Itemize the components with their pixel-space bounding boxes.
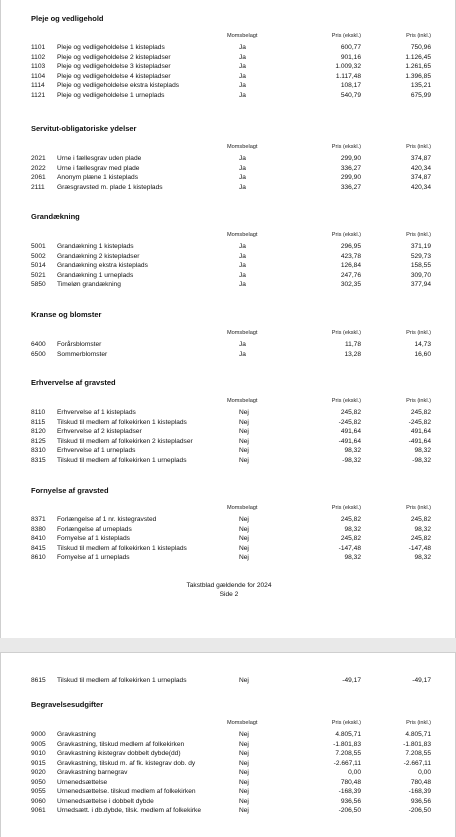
vat-flag: Ja bbox=[239, 155, 246, 162]
table-row bbox=[1, 788, 456, 797]
price-incl: 98,32 bbox=[414, 525, 431, 533]
item-code: 5001 bbox=[31, 243, 46, 250]
item-code: 9005 bbox=[31, 740, 46, 748]
price-excl-header: Pris (ekskl.) bbox=[331, 232, 361, 238]
table-row bbox=[1, 545, 456, 554]
item-code: 1104 bbox=[31, 72, 46, 80]
price-excl: 491,64 bbox=[340, 428, 361, 435]
table-row bbox=[1, 750, 456, 759]
item-name: Gravkastning bbox=[57, 731, 96, 738]
price-excl: 1.009,32 bbox=[335, 63, 361, 70]
price-incl: 936,56 bbox=[410, 797, 431, 805]
vat-flag: Nej bbox=[239, 525, 249, 533]
item-code: 8380 bbox=[31, 525, 46, 533]
item-code: 8415 bbox=[31, 544, 46, 552]
price-excl-header: Pris (ekskl.) bbox=[331, 505, 361, 511]
item-name: Fornyelse af 1 urneplads bbox=[57, 554, 130, 561]
vat-flag: Ja bbox=[239, 350, 246, 358]
document-page-2 bbox=[0, 652, 456, 837]
item-name: Græsgravsted m. plade 1 kisteplads bbox=[57, 183, 163, 191]
item-name: Grandækning 1 kisteplads bbox=[57, 243, 134, 250]
price-incl-header: Pris (inkl.) bbox=[406, 720, 431, 726]
price-excl: 245,82 bbox=[340, 409, 361, 416]
table-row bbox=[1, 54, 456, 63]
price-excl: 98,32 bbox=[344, 447, 361, 454]
section-title: Servitut-obligatoriske ydelser bbox=[31, 124, 137, 133]
price-excl-header: Pris (ekskl.) bbox=[331, 330, 361, 336]
section-title: Grandækning bbox=[31, 212, 80, 221]
item-name: Gravkastning, tilskud m. af fk. kistegrav dob. dy bbox=[57, 759, 196, 767]
vat-flag: Nej bbox=[239, 807, 249, 814]
table-row bbox=[1, 457, 456, 466]
vat-flag: Nej bbox=[239, 428, 249, 435]
table-row bbox=[1, 419, 456, 428]
footer-title: Takstblad gældende for 2024 bbox=[186, 582, 272, 589]
vat-flag: Nej bbox=[239, 554, 249, 561]
item-code: 5850 bbox=[31, 281, 46, 288]
table-row bbox=[1, 731, 456, 740]
vat-flag: Nej bbox=[239, 437, 249, 445]
table-row bbox=[1, 262, 456, 271]
price-incl: 245,82 bbox=[410, 535, 431, 542]
section-title: Erhvervelse af gravsted bbox=[31, 378, 116, 387]
item-code: 8125 bbox=[31, 437, 46, 445]
item-name: Forårsblomster bbox=[57, 341, 102, 348]
price-incl-header: Pris (inkl.) bbox=[406, 505, 431, 511]
price-excl: -98,32 bbox=[342, 456, 361, 464]
price-excl: 245,82 bbox=[340, 535, 361, 542]
price-incl: -168,39 bbox=[408, 788, 431, 795]
item-code: 8110 bbox=[31, 409, 46, 416]
item-name: Tilskud til medlem af folkekirken 1 urneplads bbox=[57, 677, 187, 684]
item-code: 9020 bbox=[31, 769, 46, 776]
vat-flag: Nej bbox=[239, 769, 249, 776]
vat-flag: Ja bbox=[239, 252, 246, 260]
item-name: Grandækning 1 urneplads bbox=[57, 271, 134, 279]
item-name: Urnenedsættelse bbox=[57, 778, 108, 786]
price-incl: 135,21 bbox=[410, 82, 431, 89]
price-incl: 1.396,85 bbox=[405, 72, 431, 80]
price-incl: 1.261,65 bbox=[405, 63, 431, 70]
table-row bbox=[1, 165, 456, 174]
price-excl: -1.801,83 bbox=[333, 740, 361, 748]
price-excl: -49,17 bbox=[342, 677, 361, 684]
item-name: Pleje og vedligeholdelse 1 kisteplads bbox=[57, 44, 165, 51]
price-excl: -168,39 bbox=[338, 788, 361, 795]
vat-flag: Nej bbox=[239, 797, 249, 805]
item-code: 8410 bbox=[31, 535, 46, 542]
table-row bbox=[1, 677, 456, 686]
vat-flag: Ja bbox=[239, 341, 246, 348]
price-incl: 529,73 bbox=[410, 252, 431, 260]
vat-flag: Ja bbox=[239, 44, 246, 51]
price-excl: 901,16 bbox=[340, 53, 361, 61]
vat-flag: Nej bbox=[239, 750, 249, 757]
table-row bbox=[1, 281, 456, 290]
item-code: 8615 bbox=[31, 677, 46, 684]
vat-column-header: Momsbelagt bbox=[227, 505, 258, 511]
vat-flag: Nej bbox=[239, 447, 249, 454]
vat-flag: Ja bbox=[239, 72, 246, 80]
item-code: 6400 bbox=[31, 341, 46, 348]
price-incl: -147,48 bbox=[408, 544, 431, 552]
vat-flag: Nej bbox=[239, 456, 249, 464]
price-incl-header: Pris (inkl.) bbox=[406, 330, 431, 336]
item-name: Sommerblomster bbox=[57, 350, 108, 358]
price-excl: 336,27 bbox=[340, 183, 361, 191]
page-number: Side 2 bbox=[219, 590, 239, 598]
table-row bbox=[1, 243, 456, 252]
price-incl: -206,50 bbox=[408, 807, 431, 814]
price-incl: 245,82 bbox=[410, 516, 431, 523]
item-code: 9060 bbox=[31, 797, 46, 805]
vat-flag: Nej bbox=[239, 740, 249, 748]
price-excl: 245,82 bbox=[340, 516, 361, 523]
table-row bbox=[1, 779, 456, 788]
vat-flag: Nej bbox=[239, 778, 249, 786]
item-code: 5002 bbox=[31, 252, 46, 260]
price-incl-header: Pris (inkl.) bbox=[406, 144, 431, 150]
vat-flag: Nej bbox=[239, 677, 249, 684]
table-row bbox=[1, 92, 456, 101]
price-excl: 11,78 bbox=[344, 341, 361, 348]
vat-column-header: Momsbelagt bbox=[227, 330, 258, 336]
vat-flag: Nej bbox=[239, 409, 249, 416]
vat-flag: Nej bbox=[239, 535, 249, 542]
item-name: Erhvervelse af 1 kisteplads bbox=[57, 409, 136, 416]
table-row bbox=[1, 184, 456, 193]
price-excl: 7.208,55 bbox=[335, 750, 361, 757]
item-name: Grandækning ekstra kisteplads bbox=[57, 262, 148, 269]
price-incl: 158,55 bbox=[410, 262, 431, 269]
price-excl-header: Pris (ekskl.) bbox=[331, 144, 361, 150]
item-code: 8371 bbox=[31, 516, 46, 523]
item-name: Urne i fællesgrav uden plade bbox=[57, 155, 142, 162]
table-row bbox=[1, 351, 456, 360]
item-code: 5021 bbox=[31, 271, 46, 279]
section-title: Fornyelse af gravsted bbox=[31, 486, 109, 495]
table-row bbox=[1, 516, 456, 525]
price-excl: -147,48 bbox=[338, 544, 361, 552]
price-excl: 302,35 bbox=[340, 281, 361, 288]
table-row bbox=[1, 73, 456, 82]
price-incl: 309,70 bbox=[410, 271, 431, 279]
item-code: 1114 bbox=[31, 82, 45, 89]
item-code: 8610 bbox=[31, 554, 46, 561]
vat-flag: Ja bbox=[239, 183, 246, 191]
price-excl: 600,77 bbox=[340, 44, 361, 51]
price-excl: 299,90 bbox=[340, 155, 361, 162]
item-code: 9015 bbox=[31, 759, 46, 767]
vat-flag: Ja bbox=[239, 243, 246, 250]
item-code: 8120 bbox=[31, 428, 46, 435]
item-code: 1103 bbox=[31, 63, 46, 70]
vat-flag: Nej bbox=[239, 516, 249, 523]
price-excl-header: Pris (ekskl.) bbox=[331, 398, 361, 404]
item-code: 5014 bbox=[31, 262, 46, 269]
vat-flag: Nej bbox=[239, 418, 249, 426]
price-incl: 420,34 bbox=[410, 164, 431, 172]
price-incl-header: Pris (inkl.) bbox=[406, 398, 431, 404]
price-incl: 0,00 bbox=[418, 769, 431, 776]
price-excl: 108,17 bbox=[340, 82, 361, 89]
vat-flag: Ja bbox=[239, 82, 246, 89]
table-row bbox=[1, 526, 456, 535]
table-row bbox=[1, 447, 456, 456]
item-code: 6500 bbox=[31, 350, 46, 358]
table-row bbox=[1, 341, 456, 350]
price-excl: 4.805,71 bbox=[335, 731, 361, 738]
item-name: Urnenedsættelse i dobbelt dybde bbox=[57, 797, 154, 805]
price-incl: 14,73 bbox=[414, 341, 431, 348]
price-excl: 13,28 bbox=[344, 350, 361, 358]
item-name: Pleje og vedligeholdelse 2 kistepladser bbox=[57, 53, 171, 61]
item-name: Forlængelse af urneplads bbox=[57, 525, 132, 533]
price-incl: 371,19 bbox=[410, 243, 431, 250]
price-excl: -206,50 bbox=[338, 807, 361, 814]
price-incl: -1.801,83 bbox=[403, 740, 431, 748]
table-row bbox=[1, 554, 456, 563]
item-name: Pleje og vedligeholdelse 1 urneplads bbox=[57, 91, 165, 99]
section-title: Kranse og blomster bbox=[31, 310, 102, 319]
price-incl: -49,17 bbox=[412, 677, 431, 684]
item-name: Tilskud til medlem af folkekirken 1 kisteplads bbox=[57, 544, 187, 552]
vat-column-header: Momsbelagt bbox=[227, 398, 258, 404]
vat-flag: Ja bbox=[239, 271, 246, 279]
section-title: Begravelsesudgifter bbox=[31, 700, 104, 709]
price-excl: 336,27 bbox=[340, 164, 361, 172]
item-name: Tilskud til medlem af folkekirken 1 urneplads bbox=[57, 456, 187, 464]
item-name: Urnenedsættelse. tilskud medlem af folkekirken bbox=[57, 788, 196, 795]
item-code: 9055 bbox=[31, 788, 46, 795]
item-code: 9010 bbox=[31, 750, 46, 757]
price-incl: 374,87 bbox=[410, 174, 431, 181]
price-incl: -245,82 bbox=[408, 418, 431, 426]
price-incl-header: Pris (inkl.) bbox=[406, 33, 431, 39]
price-incl: 98,32 bbox=[414, 447, 431, 454]
item-name: Tilskud til medlem af folkekirken 2 kistepladser bbox=[57, 437, 193, 445]
vat-flag: Nej bbox=[239, 788, 249, 795]
item-name: Fornyelse af 1 kisteplads bbox=[57, 535, 130, 542]
item-code: 8115 bbox=[31, 418, 46, 426]
item-code: 9050 bbox=[31, 778, 46, 786]
item-code: 8310 bbox=[31, 447, 46, 454]
price-incl: 1.126,45 bbox=[405, 53, 431, 61]
item-name: Pleje og vedligeholdelse 3 kistepladser bbox=[57, 63, 171, 70]
item-name: Erhvervelse af 1 urneplads bbox=[57, 447, 136, 454]
price-incl: 374,87 bbox=[410, 155, 431, 162]
price-excl: 126,84 bbox=[340, 262, 361, 269]
price-incl-header: Pris (inkl.) bbox=[406, 232, 431, 238]
price-excl-header: Pris (ekskl.) bbox=[331, 33, 361, 39]
vat-flag: Ja bbox=[239, 262, 246, 269]
item-name: Gravkastning, tilskud medlem af folkekirken bbox=[57, 740, 185, 748]
price-excl: 423,78 bbox=[340, 252, 361, 260]
price-excl: 936,56 bbox=[340, 797, 361, 805]
price-incl: 98,32 bbox=[414, 554, 431, 561]
table-row bbox=[1, 272, 456, 281]
item-name: Urne i fællesgrav med plade bbox=[57, 164, 140, 172]
vat-column-header: Momsbelagt bbox=[227, 720, 258, 726]
table-row bbox=[1, 63, 456, 72]
vat-flag: Ja bbox=[239, 164, 246, 172]
price-excl: 780,48 bbox=[340, 778, 361, 786]
price-excl: 540,79 bbox=[340, 91, 361, 99]
vat-flag: Ja bbox=[239, 281, 246, 288]
item-code: 9000 bbox=[31, 731, 46, 738]
item-name: Tilskud til medlem af folkekirken 1 kisteplads bbox=[57, 418, 187, 426]
price-incl: 675,99 bbox=[410, 91, 431, 99]
table-row bbox=[1, 760, 456, 769]
price-incl: 4.805,71 bbox=[405, 731, 431, 738]
table-row bbox=[1, 155, 456, 164]
vat-flag: Nej bbox=[239, 544, 249, 552]
table-row bbox=[1, 428, 456, 437]
price-incl: 377,94 bbox=[410, 281, 431, 288]
price-incl: 7.208,55 bbox=[405, 750, 431, 757]
item-code: 1121 bbox=[31, 91, 46, 99]
item-code: 8315 bbox=[31, 456, 46, 464]
price-excl: 98,32 bbox=[344, 525, 361, 533]
item-code: 2061 bbox=[31, 174, 46, 181]
price-incl: 420,34 bbox=[410, 183, 431, 191]
price-incl: 780,48 bbox=[410, 778, 431, 786]
vat-flag: Ja bbox=[239, 174, 246, 181]
vat-flag: Ja bbox=[239, 63, 246, 70]
price-excl: 0,00 bbox=[348, 769, 361, 776]
table-row bbox=[1, 807, 456, 816]
price-excl-header: Pris (ekskl.) bbox=[331, 720, 361, 726]
table-row bbox=[1, 44, 456, 53]
price-excl: 98,32 bbox=[344, 554, 361, 561]
vat-column-header: Momsbelagt bbox=[227, 33, 258, 39]
item-name: Timeløn grandækning bbox=[57, 281, 121, 288]
item-name: Urnedsætt. i db.dybde, tilsk. medlem af folkekirke bbox=[57, 807, 202, 814]
item-name: Pleje og vedligeholdelse 4 kistepladser bbox=[57, 72, 171, 80]
price-excl: -2.667,11 bbox=[333, 759, 361, 767]
item-code: 9061 bbox=[31, 807, 46, 814]
item-name: Forlængelse af 1 nr. kistegravsted bbox=[57, 516, 157, 523]
table-row bbox=[1, 769, 456, 778]
item-name: Erhvervelse af 2 kistepladser bbox=[57, 428, 142, 435]
vat-flag: Nej bbox=[239, 731, 249, 738]
item-name: Anonym plæne 1 kisteplads bbox=[57, 174, 139, 181]
price-excl: -491,64 bbox=[338, 437, 361, 445]
item-code: 1102 bbox=[31, 53, 46, 61]
table-row bbox=[1, 438, 456, 447]
item-code: 1101 bbox=[31, 44, 46, 51]
table-row bbox=[1, 741, 456, 750]
price-incl: -98,32 bbox=[412, 456, 431, 464]
vat-flag: Ja bbox=[239, 91, 246, 99]
price-incl: 16,60 bbox=[414, 350, 431, 358]
page-footer bbox=[1, 582, 456, 599]
price-incl: 245,82 bbox=[410, 409, 431, 416]
vat-column-header: Momsbelagt bbox=[227, 144, 258, 150]
item-name: Gravkastning ikistegrav dobbelt dybde(dd) bbox=[57, 750, 181, 757]
table-row bbox=[1, 798, 456, 807]
price-incl: 750,96 bbox=[410, 44, 431, 51]
price-excl: -245,82 bbox=[338, 418, 361, 426]
price-excl: 247,76 bbox=[340, 271, 361, 279]
item-code: 2021 bbox=[31, 155, 46, 162]
table-row bbox=[1, 82, 456, 91]
item-name: Pleje og vedligeholdelse ekstra kisteplads bbox=[57, 82, 180, 89]
section-title: Pleje og vedligehold bbox=[31, 14, 104, 23]
price-incl: -491,64 bbox=[408, 437, 431, 445]
vat-column-header: Momsbelagt bbox=[227, 232, 258, 238]
item-name: Grandækning 2 kistepladser bbox=[57, 252, 140, 260]
price-excl: 299,90 bbox=[340, 174, 361, 181]
item-code: 2111 bbox=[31, 183, 45, 191]
price-excl: 296,95 bbox=[340, 243, 361, 250]
table-row bbox=[1, 535, 456, 544]
vat-flag: Ja bbox=[239, 53, 246, 61]
item-code: 2022 bbox=[31, 164, 46, 172]
table-row bbox=[1, 409, 456, 418]
vat-flag: Nej bbox=[239, 759, 249, 767]
item-name: Gravkastning barnegrav bbox=[57, 769, 128, 776]
price-incl: -2.667,11 bbox=[403, 759, 431, 767]
table-row bbox=[1, 253, 456, 262]
price-incl: 491,64 bbox=[410, 428, 431, 435]
table-row bbox=[1, 174, 456, 183]
price-excl: 1.117,48 bbox=[335, 72, 361, 80]
